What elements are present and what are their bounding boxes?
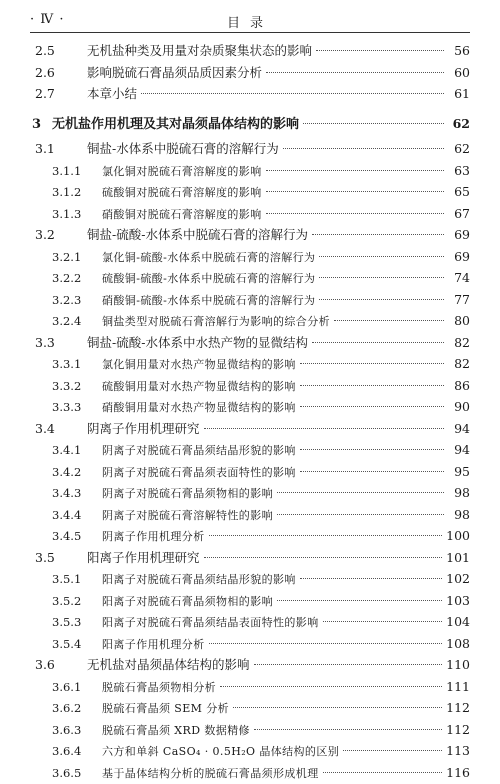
section-number: 2.5: [30, 40, 87, 62]
toc-entry[interactable]: [30, 547, 470, 569]
section-number: 3.3: [30, 332, 87, 354]
leader-dots: [312, 342, 444, 343]
section-title: 铜盐-硫酸-水体系中水热产物的显微结构: [87, 332, 308, 354]
leader-dots: [209, 643, 443, 644]
toc-entry[interactable]: [30, 160, 470, 182]
section-title: 阳离子作用机理分析: [102, 634, 205, 656]
page-ref: 86: [448, 375, 470, 397]
leader-dots: [204, 428, 444, 429]
section-title: 硝酸铜对脱硫石膏溶解度的影响: [102, 204, 262, 226]
toc-entry[interactable]: [30, 224, 470, 246]
leader-dots: [277, 492, 444, 493]
leader-dots: [266, 170, 444, 171]
section-title: 阴离子作用机理研究: [87, 418, 200, 440]
page-ref: 101: [446, 547, 470, 569]
section-title: 阴离子对脱硫石膏溶解特性的影响: [102, 505, 273, 527]
toc-entry[interactable]: [30, 181, 470, 203]
leader-dots: [312, 234, 444, 235]
section-title: 本章小结: [87, 83, 137, 105]
toc-entry[interactable]: [30, 138, 470, 160]
section-title: 无机盐种类及用量对杂质聚集状态的影响: [87, 40, 312, 62]
toc-entry[interactable]: [30, 62, 470, 84]
toc-entry[interactable]: [30, 482, 470, 504]
section-number: 3.1: [30, 138, 87, 160]
section-title: 硫酸铜-硫酸-水体系中脱硫石膏的溶解行为: [102, 268, 315, 290]
section-title: 硝酸铜-硫酸-水体系中脱硫石膏的溶解行为: [102, 290, 315, 312]
section-title: 阳离子对脱硫石膏晶须结晶表面特性的影响: [102, 612, 319, 634]
section-number: 3.5.1: [30, 569, 102, 591]
page-ref: 63: [448, 160, 470, 182]
section-number: 3.2.4: [30, 311, 102, 333]
section-number: 3.4.1: [30, 440, 102, 462]
page-ref: 100: [446, 525, 470, 547]
page-ref: 82: [448, 332, 470, 354]
section-title: 氯化铜用量对水热产物显微结构的影响: [102, 354, 296, 376]
page-ref: 108: [446, 633, 470, 655]
section-number: 3.5: [30, 547, 87, 569]
leader-dots: [204, 557, 443, 558]
section-number: 3.6: [30, 654, 87, 676]
page-ref: 112: [446, 697, 470, 719]
table-of-contents: [30, 40, 470, 783]
toc-entry[interactable]: [30, 246, 470, 268]
section-title: 影响脱硫石膏晶须品质因素分析: [87, 62, 262, 84]
leader-dots: [220, 686, 442, 687]
section-title: 阴离子对脱硫石膏晶须物相的影响: [102, 483, 273, 505]
page-ref: 112: [446, 719, 470, 741]
section-number: 3.3.3: [30, 397, 102, 419]
toc-entry[interactable]: [30, 654, 470, 676]
section-number: 3.5.2: [30, 591, 102, 613]
leader-dots: [233, 707, 442, 708]
page-ref: 67: [448, 203, 470, 225]
section-title: 脱硫石膏晶须物相分析: [102, 677, 216, 699]
toc-entry[interactable]: [30, 267, 470, 289]
section-number: 3.4.5: [30, 526, 102, 548]
page-ref: 56: [448, 40, 470, 62]
section-title: 硫酸铜对脱硫石膏溶解度的影响: [102, 182, 262, 204]
leader-dots: [303, 123, 444, 124]
page-ref: 77: [448, 289, 470, 311]
page-ref: 62: [448, 138, 470, 160]
toc-entry[interactable]: [30, 633, 470, 655]
section-number: 3.4.2: [30, 462, 102, 484]
page-ref: 62: [448, 113, 470, 135]
leader-dots: [319, 256, 444, 257]
leader-dots: [334, 320, 444, 321]
toc-entry[interactable]: [30, 83, 470, 105]
section-title: 氯化铜对脱硫石膏溶解度的影响: [102, 161, 262, 183]
page-ref: 61: [448, 83, 470, 105]
section-number: 3.2.3: [30, 290, 102, 312]
toc-entry[interactable]: [30, 461, 470, 483]
toc-entry[interactable]: [30, 375, 470, 397]
section-title: 铜盐-水体系中脱硫石膏的溶解行为: [87, 138, 279, 160]
page-ref: 95: [448, 461, 470, 483]
page-ref: 98: [448, 504, 470, 526]
page-ref: 65: [448, 181, 470, 203]
leader-dots: [300, 471, 444, 472]
leader-dots: [323, 772, 443, 773]
section-number: 3.6.2: [30, 698, 102, 720]
section-title: 阳离子作用机理研究: [87, 547, 200, 569]
page-ref: 116: [446, 762, 470, 784]
toc-entry[interactable]: [30, 113, 470, 135]
page-ref: 98: [448, 482, 470, 504]
toc-entry[interactable]: [30, 504, 470, 526]
leader-dots: [316, 50, 444, 51]
section-number: 2.6: [30, 62, 87, 84]
page-ref: 74: [448, 267, 470, 289]
toc-entry[interactable]: [30, 353, 470, 375]
page-ref: 103: [446, 590, 470, 612]
toc-entry[interactable]: [30, 762, 470, 784]
section-title: 基于晶体结构分析的脱硫石膏晶须形成机理: [102, 763, 319, 784]
leader-dots: [209, 535, 443, 536]
page-number: · Ⅳ ·: [30, 12, 65, 27]
page-ref: 104: [446, 611, 470, 633]
section-number: 3.6.1: [30, 677, 102, 699]
section-number: 3.1.3: [30, 204, 102, 226]
toc-entry[interactable]: [30, 740, 470, 762]
page-ref: 102: [446, 568, 470, 590]
section-title: 氯化铜-硫酸-水体系中脱硫石膏的溶解行为: [102, 247, 315, 269]
leader-dots: [266, 191, 444, 192]
toc-entry[interactable]: [30, 203, 470, 225]
section-number: 3.4.3: [30, 483, 102, 505]
toc-entry[interactable]: [30, 590, 470, 612]
page-ref: 113: [446, 740, 470, 762]
section-title: 无机盐作用机理及其对晶须晶体结构的影响: [52, 114, 299, 136]
section-number: 3.5.3: [30, 612, 102, 634]
leader-dots: [266, 213, 444, 214]
leader-dots: [141, 93, 444, 94]
toc-entry[interactable]: [30, 310, 470, 332]
leader-dots: [300, 578, 442, 579]
page-ref: 110: [446, 654, 470, 676]
running-header: [30, 10, 470, 33]
section-title: 脱硫石膏晶须 SEM 分析: [102, 698, 229, 720]
page-ref: 60: [448, 62, 470, 84]
section-title: 阴离子对脱硫石膏晶须表面特性的影响: [102, 462, 296, 484]
section-title: 阴离子对脱硫石膏晶须结晶形貌的影响: [102, 440, 296, 462]
toc-entry[interactable]: [30, 568, 470, 590]
leader-dots: [343, 750, 442, 751]
toc-entry[interactable]: [30, 611, 470, 633]
section-number: 2.7: [30, 83, 87, 105]
section-title: 阳离子对脱硫石膏晶须结晶形貌的影响: [102, 569, 296, 591]
page-ref: 80: [448, 310, 470, 332]
toc-entry[interactable]: [30, 332, 470, 354]
leader-dots: [277, 514, 444, 515]
page-ref: 94: [448, 439, 470, 461]
toc-entry[interactable]: [30, 396, 470, 418]
leader-dots: [283, 148, 444, 149]
section-title: 无机盐对晶须晶体结构的影响: [87, 654, 250, 676]
page-ref: 90: [448, 396, 470, 418]
leader-dots: [319, 277, 444, 278]
leader-dots: [300, 449, 444, 450]
section-number: 3.5.4: [30, 634, 102, 656]
section-number: 3.2: [30, 224, 87, 246]
section-number: 3.3.1: [30, 354, 102, 376]
section-title: 六方和单斜 CaSO₄ · 0.5H₂O 晶体结构的区别: [102, 741, 339, 763]
section-number: 3.6.3: [30, 720, 102, 742]
section-title: 硫酸铜用量对水热产物显微结构的影响: [102, 376, 296, 398]
section-number: 3.1.1: [30, 161, 102, 183]
toc-entry[interactable]: [30, 289, 470, 311]
section-number: 3.2.1: [30, 247, 102, 269]
section-title: 硝酸铜用量对水热产物显微结构的影响: [102, 397, 296, 419]
toc-entry[interactable]: [30, 697, 470, 719]
toc-entry[interactable]: [30, 418, 470, 440]
page-ref: 111: [446, 676, 470, 698]
leader-dots: [323, 621, 443, 622]
section-title: 铜盐类型对脱硫石膏溶解行为影响的综合分析: [102, 311, 330, 333]
section-title: 阳离子对脱硫石膏晶须物相的影响: [102, 591, 273, 613]
section-number: 3.6.4: [30, 741, 102, 763]
toc-entry[interactable]: [30, 525, 470, 547]
section-number: 3.1.2: [30, 182, 102, 204]
section-number: 3.6.5: [30, 763, 102, 784]
page-ref: 69: [448, 224, 470, 246]
toc-entry[interactable]: [30, 40, 470, 62]
leader-dots: [300, 385, 444, 386]
leader-dots: [254, 664, 443, 665]
section-number: 3.3.2: [30, 376, 102, 398]
leader-dots: [300, 406, 444, 407]
section-title: 脱硫石膏晶须 XRD 数据精修: [102, 720, 250, 742]
section-number: 3.4.4: [30, 505, 102, 527]
toc-entry[interactable]: [30, 439, 470, 461]
toc-entry[interactable]: [30, 719, 470, 741]
header-title: 目录: [30, 12, 470, 31]
leader-dots: [277, 600, 442, 601]
page-ref: 94: [448, 418, 470, 440]
section-number: 3.2.2: [30, 268, 102, 290]
leader-dots: [254, 729, 442, 730]
leader-dots: [266, 72, 444, 73]
page-ref: 82: [448, 353, 470, 375]
section-number: 3.4: [30, 418, 87, 440]
section-title: 阴离子作用机理分析: [102, 526, 205, 548]
page-ref: 69: [448, 246, 470, 268]
section-title: 铜盐-硫酸-水体系中脱硫石膏的溶解行为: [87, 224, 308, 246]
toc-entry[interactable]: [30, 676, 470, 698]
leader-dots: [300, 363, 444, 364]
section-number: 3: [30, 114, 52, 136]
leader-dots: [319, 299, 444, 300]
